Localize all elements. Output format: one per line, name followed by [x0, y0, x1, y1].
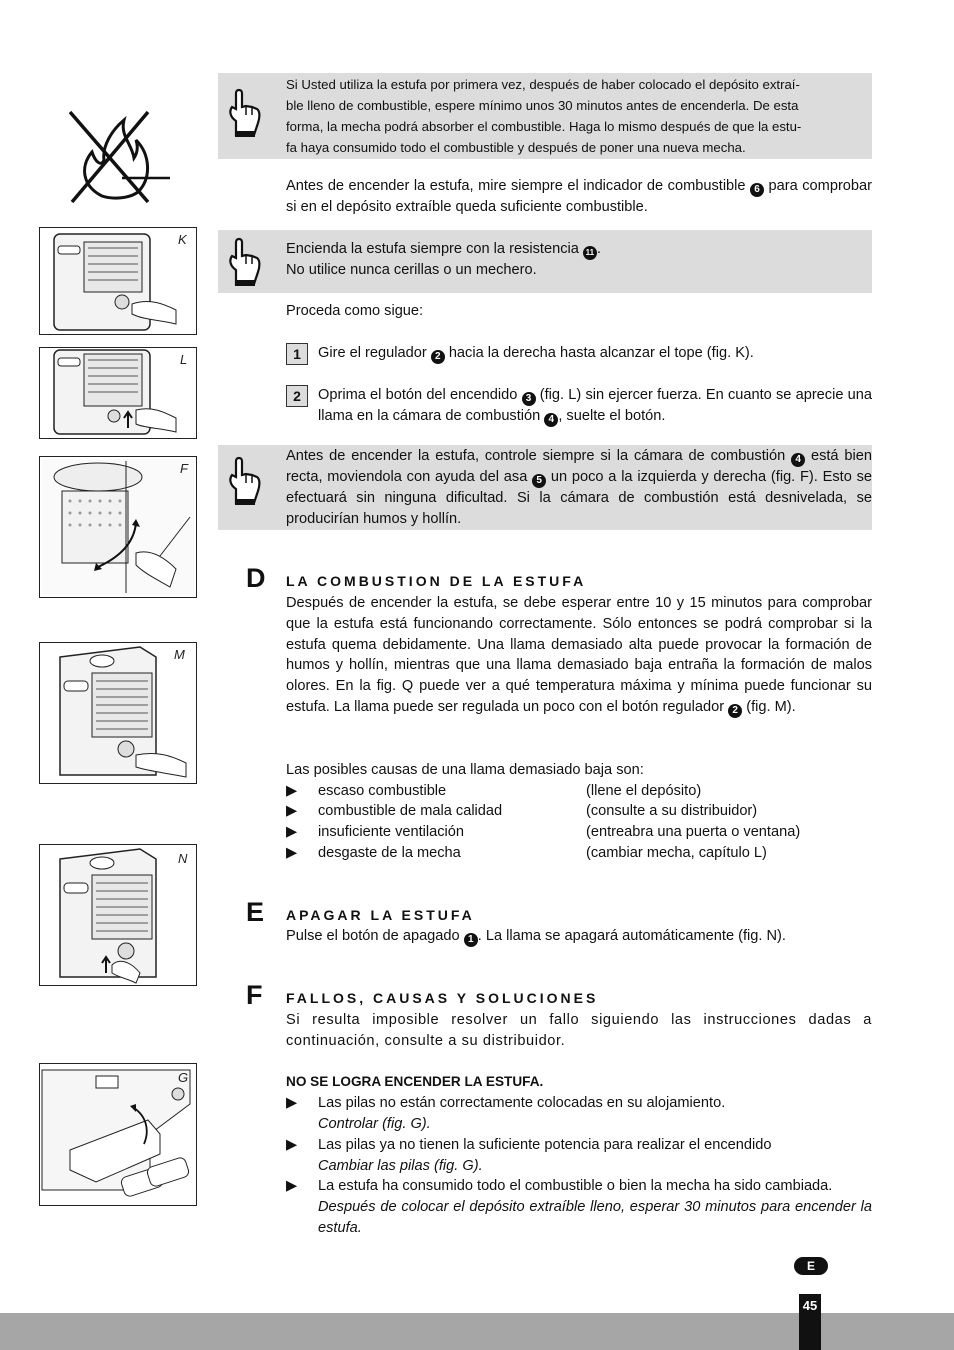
- figure-label: G: [178, 1070, 189, 1085]
- note-line: ble lleno de combustible, espere mínimo unos 30 minutos antes de encenderla. De esta: [286, 98, 799, 113]
- step-2-text: Oprima el botón del encendido 3 (fig. L) sin ejercer fuerza. En cuanto se aprecie una llama en la cámara de combustión 4 , suelte el botón.: [318, 387, 872, 425]
- figure-label: M: [174, 647, 185, 662]
- section-letter-f: F: [246, 980, 263, 1010]
- pointing-hand-icon: [226, 87, 262, 139]
- figure-label: L: [180, 352, 188, 367]
- note-line: fa haya consumido todo el combustible y después de poner una nueva mecha.: [286, 140, 746, 155]
- proceed-text: Proceda como sigue:: [286, 303, 424, 319]
- language-badge: E: [794, 1257, 828, 1275]
- note-line: No utilice nunca cerillas o un mechero.: [286, 262, 537, 278]
- causes-intro: Las posibles causas de una llama demasiado baja son:: [286, 762, 644, 778]
- troubleshooting-intro: Si resulta imposible resolver un fallo siguiendo las instrucciones dadas a continuación, consulte a su distribuidor.: [286, 1012, 872, 1049]
- callout-number: 4: [544, 413, 558, 427]
- figure-g: [39, 1063, 197, 1206]
- note-line: Si Usted utiliza la estufa por primera vez, después de haber colocado el depósito extraí-: [286, 77, 800, 92]
- figure-m: [39, 642, 197, 784]
- callout-number: 4: [791, 453, 805, 467]
- callout-number: 2: [431, 350, 445, 364]
- step-1-text: Gire el regulador 2 hacia la derecha hasta alcanzar el tope (fig. K).: [318, 345, 754, 362]
- bullet-arrow-icon: ▶: [286, 783, 298, 799]
- callout-number: 5: [532, 474, 546, 488]
- callout-number: 6: [750, 183, 764, 197]
- step-number-box: 2: [286, 385, 308, 407]
- figure-n: [39, 844, 197, 986]
- note-line: Encienda la estufa siempre con la resistencia 11 .: [286, 239, 872, 260]
- bullet-arrow-icon: ▶: [286, 845, 298, 861]
- figure-label: K: [178, 232, 187, 247]
- figure-l: [39, 347, 197, 439]
- callout-number: 2: [728, 704, 742, 718]
- page-number: 45: [799, 1294, 821, 1350]
- section-title-e: APAGAR LA ESTUFA: [286, 907, 475, 923]
- callout-number: 11: [583, 246, 597, 260]
- figure-f: [39, 456, 197, 598]
- troubleshooting-subhead: NO SE LOGRA ENCENDER LA ESTUFA.: [286, 1074, 544, 1089]
- note-line: forma, la mecha podrá absorber el combustible. Haga lo mismo después de que la estu-: [286, 119, 802, 134]
- figure-label: F: [180, 461, 188, 476]
- no-open-flame-icon: [62, 108, 174, 204]
- step-number-box: 1: [286, 343, 308, 365]
- note-first-use: [218, 73, 872, 159]
- switch-off-paragraph: Pulse el botón de apagado 1 . La llama se apagará automáticamente (fig. N).: [286, 928, 786, 945]
- figure-k: [39, 227, 197, 335]
- note-ignition: [218, 230, 872, 293]
- combustion-paragraph: Después de encender la estufa, se debe esperar entre 10 y 15 minutos para comprobar que la estufa está funcionando correctamente. Sólo entonces se podrá comprobar si la estufa quema debidamente. Una llama demasiado alta puede provocar la formación de humos y hollín, mientras que una llama demasiado baja entraña la formación de malos olores. En la fig. Q puede ver a qué temperatura máxima y mínima puede funcionar su estufa. La llama puede ser regulada un poco con el botón regulador 2 (fig. M).: [286, 595, 872, 716]
- callout-number: 3: [522, 392, 536, 406]
- callout-number: 1: [464, 933, 478, 947]
- section-letter-d: D: [246, 563, 266, 593]
- bullet-arrow-icon: ▶: [286, 803, 298, 819]
- bullet-arrow-icon: ▶: [286, 824, 298, 840]
- bullet-arrow-icon: ▶: [286, 1095, 298, 1111]
- note-combustion-chamber: Antes de encender la estufa, controle siempre si la cámara de combustión 4 está bien recta, moviendola con ayuda del asa 5 un poco a la izquierda y derecha (fig. F). Esto se efectuará sin ninguna dificultad. Si la cámara de combustión está desnivelada, se producirían humos y hollín.: [218, 445, 872, 530]
- fuel-indicator-paragraph: Antes de encender la estufa, mire siempre el indicador de combustible 6 para comprobar si en el depósito extraíble queda suficiente combustible.: [286, 178, 873, 215]
- figure-label: N: [178, 851, 188, 866]
- bullet-arrow-icon: ▶: [286, 1178, 298, 1194]
- bullet-arrow-icon: ▶: [286, 1137, 298, 1153]
- section-letter-e: E: [246, 897, 265, 927]
- section-title-d: LA COMBUSTION DE LA ESTUFA: [286, 573, 587, 589]
- section-title-f: FALLOS, CAUSAS Y SOLUCIONES: [286, 990, 599, 1006]
- pointing-hand-icon: [226, 455, 262, 507]
- pointing-hand-icon: [226, 236, 262, 288]
